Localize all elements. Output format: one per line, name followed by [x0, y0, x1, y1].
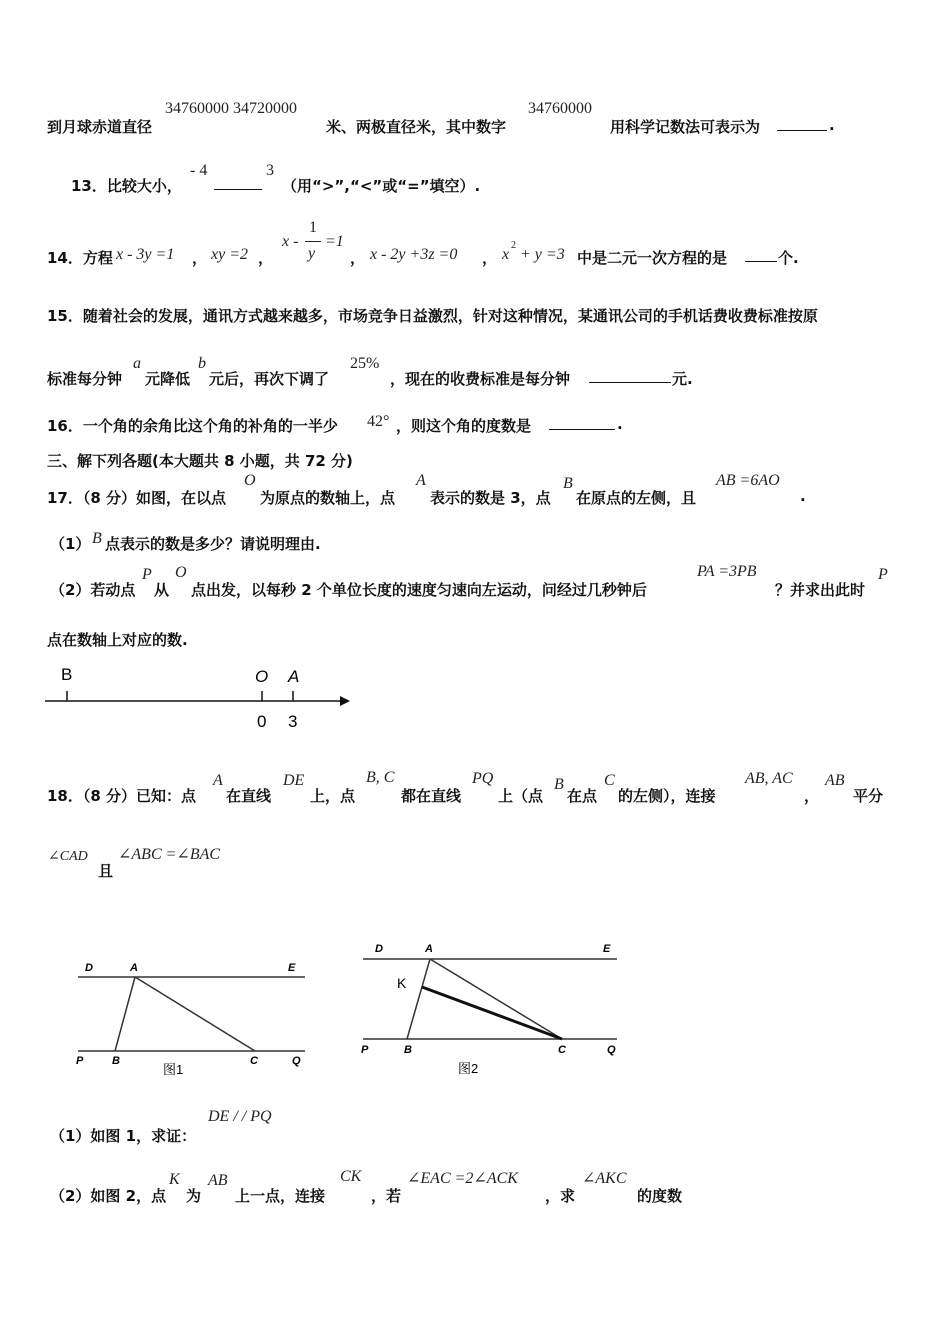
q18-text-3: 上，点 [310, 787, 356, 805]
q18-text-7: 的左侧），连接 [618, 787, 716, 805]
q14-answer-blank [745, 247, 777, 262]
q14-sep-1: ， [192, 249, 208, 267]
fig2-label-A: A [425, 943, 433, 955]
fig1-caption: 图1 [163, 1062, 184, 1077]
q18-text-6: 在点 [567, 787, 598, 805]
fig2-segment-AB [407, 959, 430, 1039]
q17-text-3: 表示的数是 3，点 [430, 489, 551, 507]
q17-math-O: O [244, 472, 256, 489]
q12-text-2: 米、两极直径米，其中数字 [326, 118, 507, 136]
q18-text-2: 在直线 [226, 787, 272, 805]
q18-math-B: B [554, 776, 564, 793]
q18-math-PQ: PQ [472, 770, 494, 787]
q18-part2-text-6: 的度数 [637, 1187, 683, 1205]
q14-eq-4: x - 2y +3z =0 [370, 246, 458, 263]
q17-part2-text-4: ？并求出此时 [775, 581, 866, 599]
number-line-figure [40, 660, 360, 735]
q18-text-8: ， [804, 787, 820, 805]
q14-text-3: 个. [778, 249, 799, 267]
q18-part2-text-1: （2）如图 2，点 [50, 1187, 167, 1205]
q15-text-2: 元降低 [145, 370, 191, 388]
q17-part2-equation: PA =3PB [697, 563, 757, 580]
q14-text-2: 中是二元一次方程的是 [577, 249, 728, 267]
q14-sep-2: ， [258, 249, 274, 267]
q18-part2-text-2: 为 [186, 1187, 202, 1205]
q16-text-2: ，则这个角的度数是 [396, 417, 532, 435]
fig2-segment-AC [430, 959, 562, 1039]
q17-text-2: 为原点的数轴上，点 [260, 489, 396, 507]
q12-answer-blank [777, 116, 827, 131]
fig2-label-B: B [404, 1044, 412, 1056]
q18-math-BC: B, C [366, 769, 395, 786]
q15-text-5: 元. [672, 370, 693, 388]
fig2-label-K: K [397, 975, 407, 991]
q15-text-3: 元后，再次下调了 [209, 370, 330, 388]
q12-text-3: 用科学记数法可表示为 [610, 118, 761, 136]
q18-math-AB-AC: AB, AC [745, 770, 793, 787]
q18-part2-math-AKC: ∠AKC [582, 1170, 627, 1187]
tick-label-0: 0 [257, 712, 267, 731]
q12-text-1: 到月球赤道直径 [47, 118, 153, 136]
q17-math-B: B [563, 475, 573, 492]
q14-eq-5-rest: + y =3 [520, 246, 565, 263]
figure-1 [70, 955, 315, 1085]
fig2-caption: 图2 [458, 1061, 479, 1076]
q17-part1-label: （1） [50, 535, 91, 553]
q15-line-1: 15．随着社会的发展，通讯方式越来越多，市场竞争日益激烈，针对这种情况，某通讯公司的手机话费收费标准按原 [47, 307, 818, 325]
q18-part2-text-4: ，若 [371, 1187, 402, 1205]
q17-part2-text-2: 从 [154, 581, 170, 599]
fig2-label-Q: Q [607, 1044, 616, 1056]
q14-eq-2: xy =2 [211, 246, 248, 263]
q16-math-angle: 42° [367, 413, 390, 430]
fig1-segment-AC [135, 977, 255, 1051]
q13-math-3: 3 [266, 162, 274, 179]
q17-math-A: A [416, 472, 426, 489]
number-line-arrow [340, 696, 350, 706]
q18-math-C: C [604, 772, 615, 789]
fig1-label-B: B [112, 1055, 120, 1067]
q18-text-1: 18．（8 分）已知：点 [47, 787, 197, 805]
q17-part2-math-P: P [142, 566, 152, 583]
q18-part2-math-K: K [169, 1171, 180, 1188]
q15-math-b: b [198, 355, 206, 372]
fig1-label-D: D [85, 962, 93, 974]
q18-part2-text-5: ，求 [545, 1187, 576, 1205]
q12-math-number: 34760000 [528, 100, 592, 117]
q17-part2-text-5: 点在数轴上对应的数. [47, 631, 188, 649]
fig2-segment-CK [422, 987, 562, 1039]
q18-part2-math-AB: AB [208, 1172, 228, 1189]
fig2-label-P: P [361, 1044, 369, 1056]
q14-eq-3-right: =1 [325, 233, 344, 250]
q14-eq-5-exponent: 2 [511, 240, 516, 251]
q13-text-1: 13．比较大小， [71, 177, 182, 195]
q15-text-4: ，现在的收费标准是每分钟 [390, 370, 571, 388]
section-3-heading: 三、解下列各题(本大题共 8 小题，共 72 分) [47, 452, 353, 470]
q17-part2-text-1: （2）若动点 [50, 581, 136, 599]
q18-math-angle-equation: ∠ABC =∠BAC [118, 846, 221, 863]
q17-part1-math-B: B [92, 530, 102, 547]
tick-label-3: 3 [288, 712, 298, 731]
q14-sep-4: ， [482, 249, 498, 267]
q12-text-4: . [829, 116, 835, 134]
q12-math-diameters: 34760000 34720000 [165, 100, 297, 117]
q18-math-AB: AB [825, 772, 845, 789]
fig1-label-P: P [76, 1055, 84, 1067]
q18-part1-text: （1）如图 1，求证： [50, 1127, 197, 1145]
fig1-label-C: C [250, 1055, 258, 1067]
fig2-label-D: D [375, 943, 383, 955]
q14-eq-3-denominator: y [308, 245, 316, 262]
q15-text-1: 标准每分钟 [47, 370, 123, 388]
q14-sep-3: ， [350, 249, 366, 267]
q18-math-angle-CAD: ∠CAD [48, 849, 88, 864]
q15-answer-blank [589, 368, 671, 383]
fig2-label-C: C [558, 1044, 566, 1056]
q18-text-5: 上（点 [498, 787, 544, 805]
fig2-label-E: E [603, 943, 611, 955]
q17-part2-text-3: 点出发，以每秒 2 个单位长度的速度匀速向左运动，问经过几秒钟后 [191, 581, 647, 599]
q14-eq-3-numerator: 1 [309, 219, 317, 236]
q16-text-3: . [617, 415, 623, 433]
fig1-label-Q: Q [292, 1055, 301, 1067]
q14-eq-5-x: x [502, 246, 510, 263]
q16-text-1: 16．一个角的余角比这个角的补角的一半少 [47, 417, 338, 435]
fig1-label-A: A [130, 962, 138, 974]
q18-text-10: 且 [98, 862, 114, 880]
q17-part2-math-P2: P [878, 566, 888, 583]
q18-part2-math-CK: CK [340, 1168, 362, 1185]
q17-text-1: 17．（8 分）如图，在以点 [47, 489, 227, 507]
q18-text-9: 平分 [853, 787, 884, 805]
fig1-segment-AB [115, 977, 135, 1051]
q14-fraction-bar [305, 241, 321, 242]
q18-part2-equation: ∠EAC =2∠ACK [407, 1170, 518, 1187]
q13-math-neg4: - 4 [190, 162, 208, 179]
q15-math-a: a [133, 355, 141, 372]
q13-text-2: （用“>”,“<”或“=”填空）. [282, 177, 481, 195]
label-O: O [255, 667, 269, 686]
q18-part1-math: DE / / PQ [208, 1108, 272, 1125]
fig1-label-E: E [288, 962, 296, 974]
q13-answer-blank [214, 175, 262, 190]
q17-part2-math-O: O [175, 564, 187, 581]
q14-text-1: 14．方程 [47, 249, 113, 267]
q14-eq-3-left: x - [282, 233, 299, 250]
q18-math-A: A [213, 772, 223, 789]
q14-eq-1: x - 3y =1 [116, 246, 175, 263]
label-B: B [61, 665, 73, 684]
q18-part2-text-3: 上一点，连接 [235, 1187, 326, 1205]
q17-part1-text: 点表示的数是多少？请说明理由. [105, 535, 321, 553]
figure-2 [355, 935, 625, 1085]
q17-math-equation: AB =6AO [716, 472, 780, 489]
label-A: A [288, 667, 300, 686]
q16-answer-blank [549, 415, 615, 430]
q17-text-5: . [800, 487, 806, 505]
q18-math-DE: DE [283, 772, 305, 789]
q15-math-percent: 25% [350, 355, 380, 372]
q17-text-4: 在原点的左侧，且 [576, 489, 697, 507]
q18-text-4: 都在直线 [401, 787, 462, 805]
